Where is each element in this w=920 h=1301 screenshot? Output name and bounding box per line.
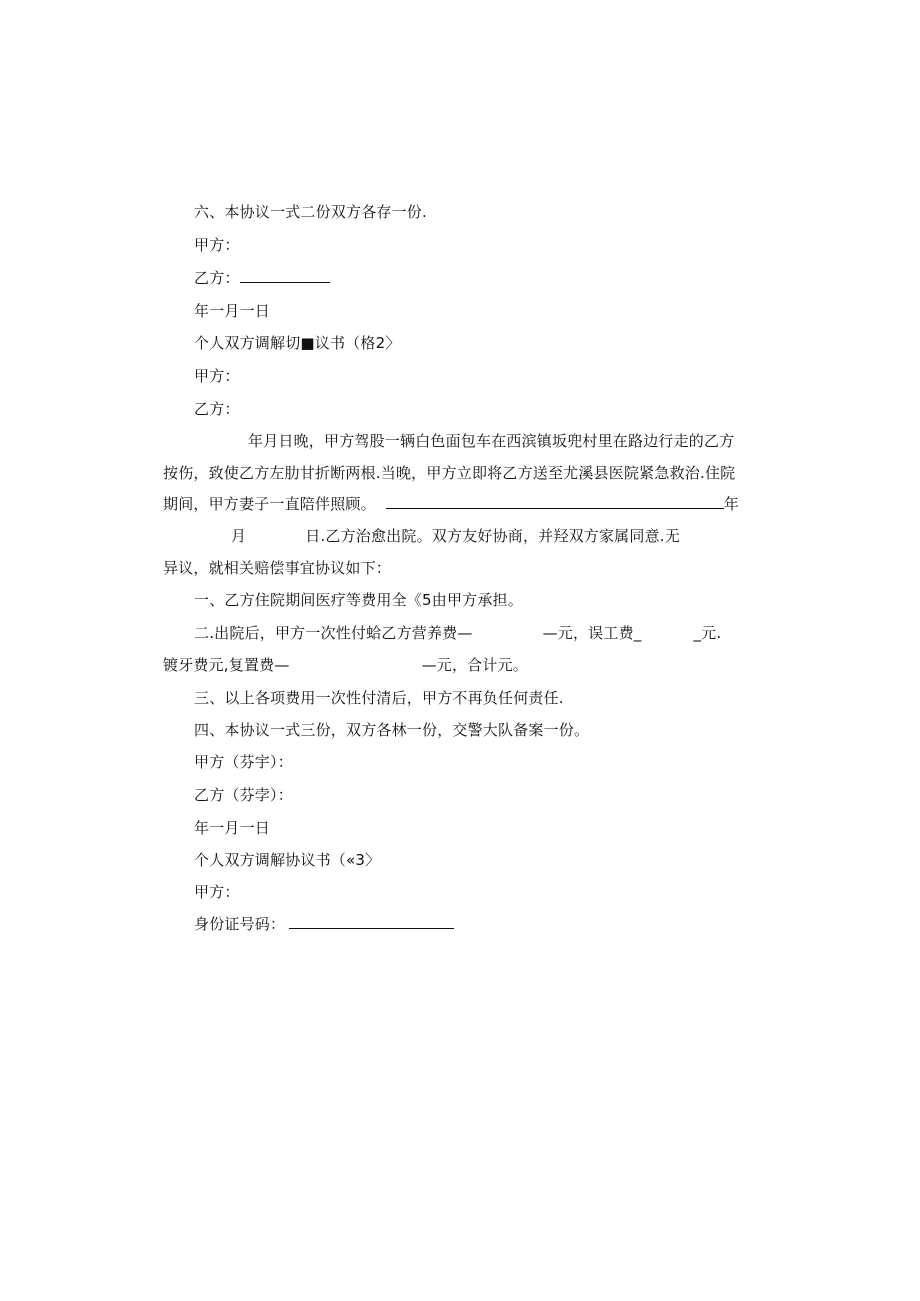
- date-line: 年一月一日: [194, 302, 271, 320]
- party-a-label: 甲方：: [194, 883, 240, 901]
- clause-text: _元.: [693, 624, 722, 642]
- paragraph-text: 日.乙方治愈出院。双方友好协商，并羟双方家属同意.无: [305, 527, 680, 545]
- section-title-3: 个人双方调解协议书（«3〉: [194, 851, 381, 869]
- clause-one: 一、乙方住院期间医疗等费用全《5由甲方承担。: [194, 591, 523, 609]
- clause-two: [194, 623, 721, 643]
- clause-two-cont: [163, 655, 528, 675]
- paragraph-text: 期间，甲方妻子一直陪伴照顾。: [163, 495, 376, 513]
- clause-text: —元，误工费_: [542, 624, 642, 642]
- party-b-label: 乙方：: [194, 269, 240, 287]
- party-a-sign: 甲方（芬宇）：: [194, 753, 293, 771]
- paragraph-line: 按伤，致使乙方左肋甘折断两根.当晚，甲方立即将乙方送至尤溪县医院紧急救治.住院: [163, 464, 736, 482]
- paragraph-line: [163, 494, 739, 514]
- party-a-label: 甲方：: [194, 367, 240, 385]
- party-b-line: [194, 268, 330, 288]
- id-number-line: [194, 914, 454, 934]
- month-text: 月: [231, 527, 247, 545]
- clause-text: —元，合计元。: [421, 656, 528, 674]
- date-blank: [386, 494, 724, 509]
- clause-four: 四、本协议一式三份，双方各林一份，交警大队备案一份。: [194, 721, 590, 739]
- party-b-blank: [240, 268, 330, 283]
- id-number-label: 身份证号码：: [194, 915, 286, 933]
- party-b-label: 乙方：: [194, 400, 240, 418]
- section-title-2: 个人双方调解切■议书（格2〉: [194, 334, 401, 352]
- party-a-label: 甲方：: [194, 236, 240, 254]
- paragraph-line: [231, 526, 680, 546]
- year-text: 年: [723, 495, 740, 513]
- clause-text: 二.出院后，甲方一次性付蛤乙方营养费—: [194, 624, 473, 642]
- clause-three: 三、以上各项费用一次性付清后，甲方不再负任何责任.: [194, 689, 564, 707]
- id-number-blank: [289, 914, 454, 929]
- party-b-sign: 乙方（芬孛）：: [194, 786, 293, 804]
- clause-text: 镀牙费元,复置费—: [163, 656, 290, 674]
- date-line: 年一月一日: [194, 819, 271, 837]
- paragraph-line: 年月日晚，甲方驾股一辆白色面包车在西滨镇坂兜村里在路边行走的乙方: [248, 432, 735, 450]
- clause-six: 六、本协议一式二份双方各存一份.: [194, 203, 427, 221]
- paragraph-line: 异议，就相关赔偿事宜协议如下：: [163, 559, 392, 577]
